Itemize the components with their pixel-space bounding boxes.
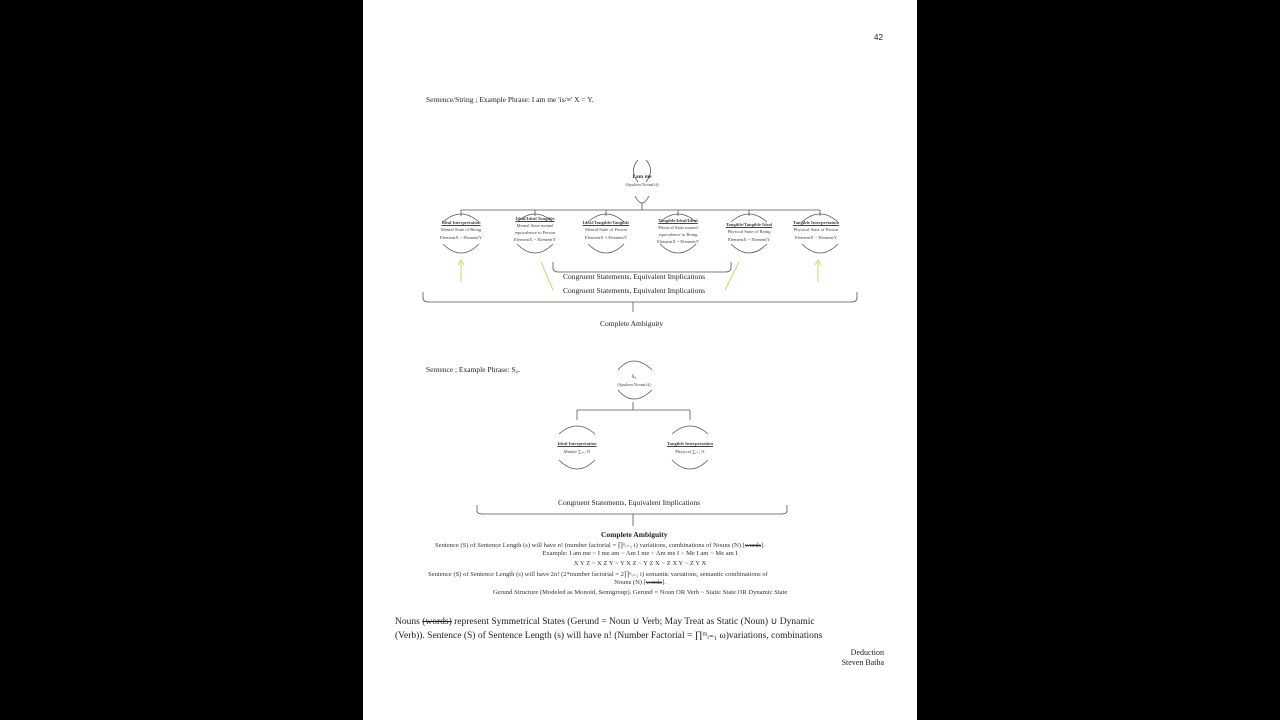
node-line: Mental State mental xyxy=(516,223,554,228)
complete-ambiguity-1: Complete Ambiguity xyxy=(600,319,664,328)
bottom-paragraph-line-1 xyxy=(395,616,815,627)
node-title: Tangible Interpretation xyxy=(792,220,840,225)
struck-word: (words) xyxy=(422,617,452,627)
node-line: equivalence to Being xyxy=(658,232,698,237)
page-number: 42 xyxy=(874,33,883,42)
diagram-lines xyxy=(363,0,917,720)
tangible-interpretation-body: Physical ∑ᵢ₌₁ N xyxy=(675,449,705,454)
example-line: Example: I am me ~ I me am ~ Am I me ~ Am me I ~ Me I am ~ Me am I xyxy=(542,550,738,557)
factorial-line-1 xyxy=(435,541,765,549)
congruent-statements-2: Congruent Statements, Equivalent Implications xyxy=(563,286,706,295)
factorial-line-4-end: ]. xyxy=(662,579,666,586)
node-line: ElementX ≡ ElementY xyxy=(584,235,628,240)
struck-word: words xyxy=(744,542,762,549)
node-title: Tangible/Ideal/Ideal xyxy=(658,218,698,223)
node-line: Physical State mental xyxy=(658,225,698,230)
gerund-line: Gerund Structure (Modeled as Monoid, Semigroup). Gerund = Noun OR Verb ~ Static State OR Dynamic State xyxy=(492,589,788,596)
section1-heading: Sentence/String ; Example Phrase: I am me 'is/≡' X = Y. xyxy=(426,95,594,104)
node-title: Tangible/Tangible Ideal xyxy=(725,222,773,227)
node-line: ElementX ~ ElementY xyxy=(656,239,700,244)
node-line: ElementX ~ ElementY xyxy=(513,237,557,242)
node-line: Mental State of Being xyxy=(440,227,482,232)
bottom-paragraph-line-2: (Verb)). Sentence (S) of Sentence Length (s) will have n! (Number Factorial = ∏ᵐᵢ₌₁ ω)variations, combinations xyxy=(395,631,823,641)
bottom-text-rest: represent Symmetrical States (Gerund = Noun ∪ Verb; May Treat as Static (Noun) ∪ Dynamic xyxy=(451,617,815,627)
node-line: equivalence to Person xyxy=(514,230,556,235)
factorial-line-3: Sentence (S) of Sentence Length (s) will have 2n! (2*number factorial = 2∏ⁿᵢ₌₁ i) semantic variations, semantic combinations of xyxy=(428,571,768,578)
footer-author: Steven Batha xyxy=(841,658,884,667)
bottom-text: Nouns xyxy=(395,617,423,627)
ideal-interpretation-title: Ideal Interpretation xyxy=(557,441,597,446)
factorial-line-1-text: Sentence (S) of Sentence Length (s) will have n! (number factorial = ∏ⁿᵢ₌₁ i) variations, combinations of Nouns (N) [ xyxy=(435,542,745,549)
footer-deduction: Deduction xyxy=(850,648,884,657)
congruent-statements-1: Congruent Statements, Equivalent Implications xyxy=(563,272,706,281)
root2-title: S₀ xyxy=(631,374,637,380)
congruent-statements-3: Congruent Statements, Equivalent Implications xyxy=(558,498,701,507)
root2-subtitle: (Spoken Noun(s)) xyxy=(617,382,651,387)
document-page xyxy=(363,0,917,720)
complete-ambiguity-2: Complete Ambiguity xyxy=(601,530,668,539)
factorial-line-4-text: Nouns (N) [ xyxy=(614,579,646,586)
factorial-line-4 xyxy=(423,579,857,586)
node-line: Physical State of Being xyxy=(727,229,771,234)
tangible-interpretation-title: Tangible Interpretation xyxy=(666,441,714,446)
node-line: ElementX ~ ElementY xyxy=(439,235,483,240)
root-node-subtitle: (Spoken Noun(s)) xyxy=(625,182,659,187)
node-line: ElementX ~ ElementY xyxy=(794,235,838,240)
ideal-interpretation-body: Mental ∑ᵢ₌₁ N xyxy=(563,449,591,454)
root-node-title: I am me xyxy=(632,174,652,180)
node-line: Mental State of Person xyxy=(585,227,627,232)
node-title: Ideal/Ideal Tangible xyxy=(515,216,555,221)
factorial-line-1-end: ]. xyxy=(761,542,765,549)
node-line: Physical State of Person xyxy=(793,227,839,232)
node-line: ElementX ~ ElementY xyxy=(727,237,771,242)
section2-heading: Sentence ; Example Phrase: S₀. xyxy=(426,365,521,374)
struck-word: words xyxy=(645,579,663,586)
node-title: Ideal Interpretation xyxy=(441,220,481,225)
xyz-line: X Y Z ~ X Z Y ~ Y X Z ~ Y Z X ~ Z X Y ~ Z Y X xyxy=(573,560,707,567)
node-title: Ideal/Tangible/Tangible xyxy=(582,220,630,225)
